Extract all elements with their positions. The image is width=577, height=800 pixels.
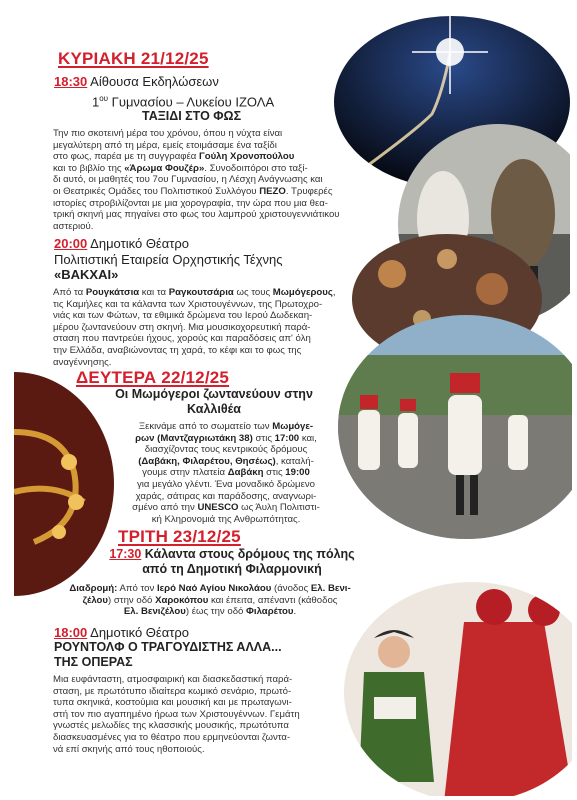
text-line: γουμε στην πλατεία Δαβάκη στις 19:00 [142, 467, 310, 479]
text-line: ζέλου) στην οδό Χαροκόπου και έπειτα, απέναντι (κάθοδος [82, 594, 338, 606]
tuesday-event2-title-line1: ΡΟΥΝΤΟΛΦ Ο ΤΡΑΓΟΥΔΙΣΤΗΣ ΑΛΛΑ... [54, 640, 282, 654]
text-line: τις Καμήλες και τα κάλαντα των Χριστουγέννων, της Πρωτοχρο- [53, 298, 323, 310]
text-line: και το βιβλίο της «Άρωμα Φουζέρ». Συνοδοιπόροι στο ταξί- [53, 162, 308, 174]
tuesday-event1-title-line1: 17:30 Κάλαντα στους δρόμους της πόλης [109, 547, 355, 561]
text-line: σταση που παντρεύει ήχους, χορούς και παραδόσεις απ' όλη [53, 333, 311, 345]
text-line: δι αυτό, οι μαθητές του 7ου Γυμνασίου, η Λέσχη Ανάγνωσης και [53, 174, 323, 186]
monday-title-line1: Οι Μωμόγεροι ζωντανεύουν στην [115, 387, 313, 401]
text-line: Από τα Ρουγκάτσια και τα Ραγκουτσάρια ως τους Μωμόγερους, [53, 287, 336, 298]
tuesday-event1-route [60, 583, 360, 618]
text-line: νά επί σκηνής από τους ηθοποιούς. [53, 743, 205, 755]
school-number: 1 [92, 94, 100, 110]
sunday-event1-venue-line1: Αίθουσα Εκδηλώσεων [90, 74, 219, 89]
sunday-event1-school [92, 91, 274, 110]
text-line: Την πιο σκοτεινή μέρα του χρόνου, όπου η νύχτα είναι [53, 128, 283, 139]
sunday-event2-venue-name: Δημοτικό Θέατρο [90, 236, 189, 251]
text-line: σμένο από την UNESCO ως Άυλη Πολιτιστι- [132, 502, 320, 514]
monday-description [112, 421, 340, 525]
text-line: την Ελλάδα, αναβιώνοντας τη χαρά, το κέφι και το φως της [53, 344, 302, 356]
text-line: κή Κληρονομιά της Ανθρωπότητας. [151, 513, 301, 525]
text-line: μεγαλύτερη από τη μέρα, εμείς ετοιμάσαμε ένα ταξίδι [53, 139, 277, 151]
sunday-event1-title: ΤΑΞΙΔΙ ΣΤΟ ΦΩΣ [142, 109, 242, 123]
text-line: οι Θεατρικές Ομάδες του Πολιτιστικού Συλλόγου ΠΕΖΟ. Τρυφερές [53, 185, 333, 197]
text-line: (Δαβάκη, Φιλαρέτου, Θησέως), καταλή- [138, 455, 314, 467]
opera-actors-photo [344, 582, 572, 796]
text-line: τυπα σκηνικά, κοστούμια και μουσική και με πρωταγωνι- [53, 697, 292, 709]
text-line: Διαδρομή: Από τον Ιερό Ναό Αγίου Νικολάου (άνοδος Ελ. Βενι- [69, 583, 351, 594]
monday-date: ΔΕΥΤΕΡΑ 22/12/25 [76, 368, 230, 387]
text-line: ρων (Μαντζαγριωτάκη 38) στις 17:00 και, [135, 432, 317, 444]
tuesday-event2-title [54, 640, 282, 670]
sunday-event2-venue [54, 236, 189, 252]
school-ordinal: ου [99, 94, 109, 103]
tuesday-event2-venue-name: Δημοτικό Θέατρο [87, 625, 189, 640]
tuesday-event1-title-line2: από τη Δημοτική Φιλαρμονική [142, 562, 322, 576]
sunday-event2-org: Πολιτιστική Εταιρεία Ορχηστικής Τέχνης [54, 252, 283, 267]
monday-title [94, 387, 334, 417]
sunday-date: ΚΥΡΙΑΚΗ 21/12/25 [58, 49, 209, 68]
school-name: Γυμνασίου – Λυκείου ΙΖΟΛΑ [108, 94, 275, 110]
sunday-event1-venue [54, 74, 219, 90]
tuesday-event2-time: 18:00 [54, 625, 88, 640]
text-line: νιάς και των Φώτων, τα εθιμικά δρώμενα του Ιερού Δωδεκαη- [53, 310, 313, 322]
text-line: για μεγάλο γλέντι. Ένα μοναδικό δρώμενο [137, 478, 315, 490]
tuesday-event2-title-line2: ΤΗΣ ΟΠΕΡΑΣ [54, 655, 133, 669]
tuesday-date: ΤΡΙΤΗ 23/12/25 [118, 527, 241, 546]
tuesday-event1-time: 17:30 [109, 547, 142, 561]
sunday-event1-description [53, 128, 388, 232]
text-line: στή τον πιο αγαπημένο ήρωα των Χριστουγέννων. Γεμάτη [53, 708, 300, 720]
text-line: τρική σκηνή μας πηγαίνει στο φως του λαμπρού χριστουγεννιάτικου [53, 209, 340, 221]
text-line: διασκευασμένες για το θέατρο που ερμηνεύονται ζωντα- [53, 731, 291, 743]
tuesday-event1-title [106, 547, 358, 577]
text-line: Μια ευφάνταστη, ατμοσφαιρική και διασκεδαστική παρά- [53, 674, 293, 685]
text-line: αναγέννησης. [53, 356, 112, 368]
text-line: μέρου ζωντανεύουν στη σκηνή. Μια μουσικοχορευτική παρά- [53, 321, 311, 333]
sunday-event2-time: 20:00 [54, 236, 88, 251]
text-line: σταση, με πρωτότυπο ιδιαίτερα κωμικό σενάριο, πρωτό- [53, 685, 292, 697]
sunday-event2-title: «ΒΑΚΧΑΙ» [54, 267, 119, 282]
text-line: χαράς, σάτιρας και παράδοσης, αναγνωρι- [135, 490, 317, 502]
text-line: ιστορίες στροβιλίζονται με μια χορογραφία, την ώρα που μια θεα- [53, 197, 328, 209]
monday-title-line2: Καλλιθέα [187, 402, 241, 416]
text-line: Ελ. Βενιζέλου) έως την οδό Φιλαρέτου. [123, 606, 297, 618]
sunday-event2-description [53, 287, 353, 368]
text-line: διασχίζοντας τους κεντρικούς δρόμους [144, 444, 308, 456]
tuesday-event2-venue [54, 625, 189, 641]
parade-photo [338, 315, 572, 540]
text-line: Ξεκινάμε από το σωματείο των Μωμόγε- [138, 421, 314, 432]
sunday-event1-time: 18:30 [54, 74, 88, 89]
tuesday-event2-description [53, 674, 353, 755]
text-line: γνωστές μελωδίες της κλασσικής μουσικής, πρωτότυπα [53, 720, 289, 732]
text-line: αστεριού. [53, 220, 94, 232]
text-line: στο φως, παρέα με τη συγγραφέα Γούλη Χρονοπούλου [53, 151, 295, 163]
